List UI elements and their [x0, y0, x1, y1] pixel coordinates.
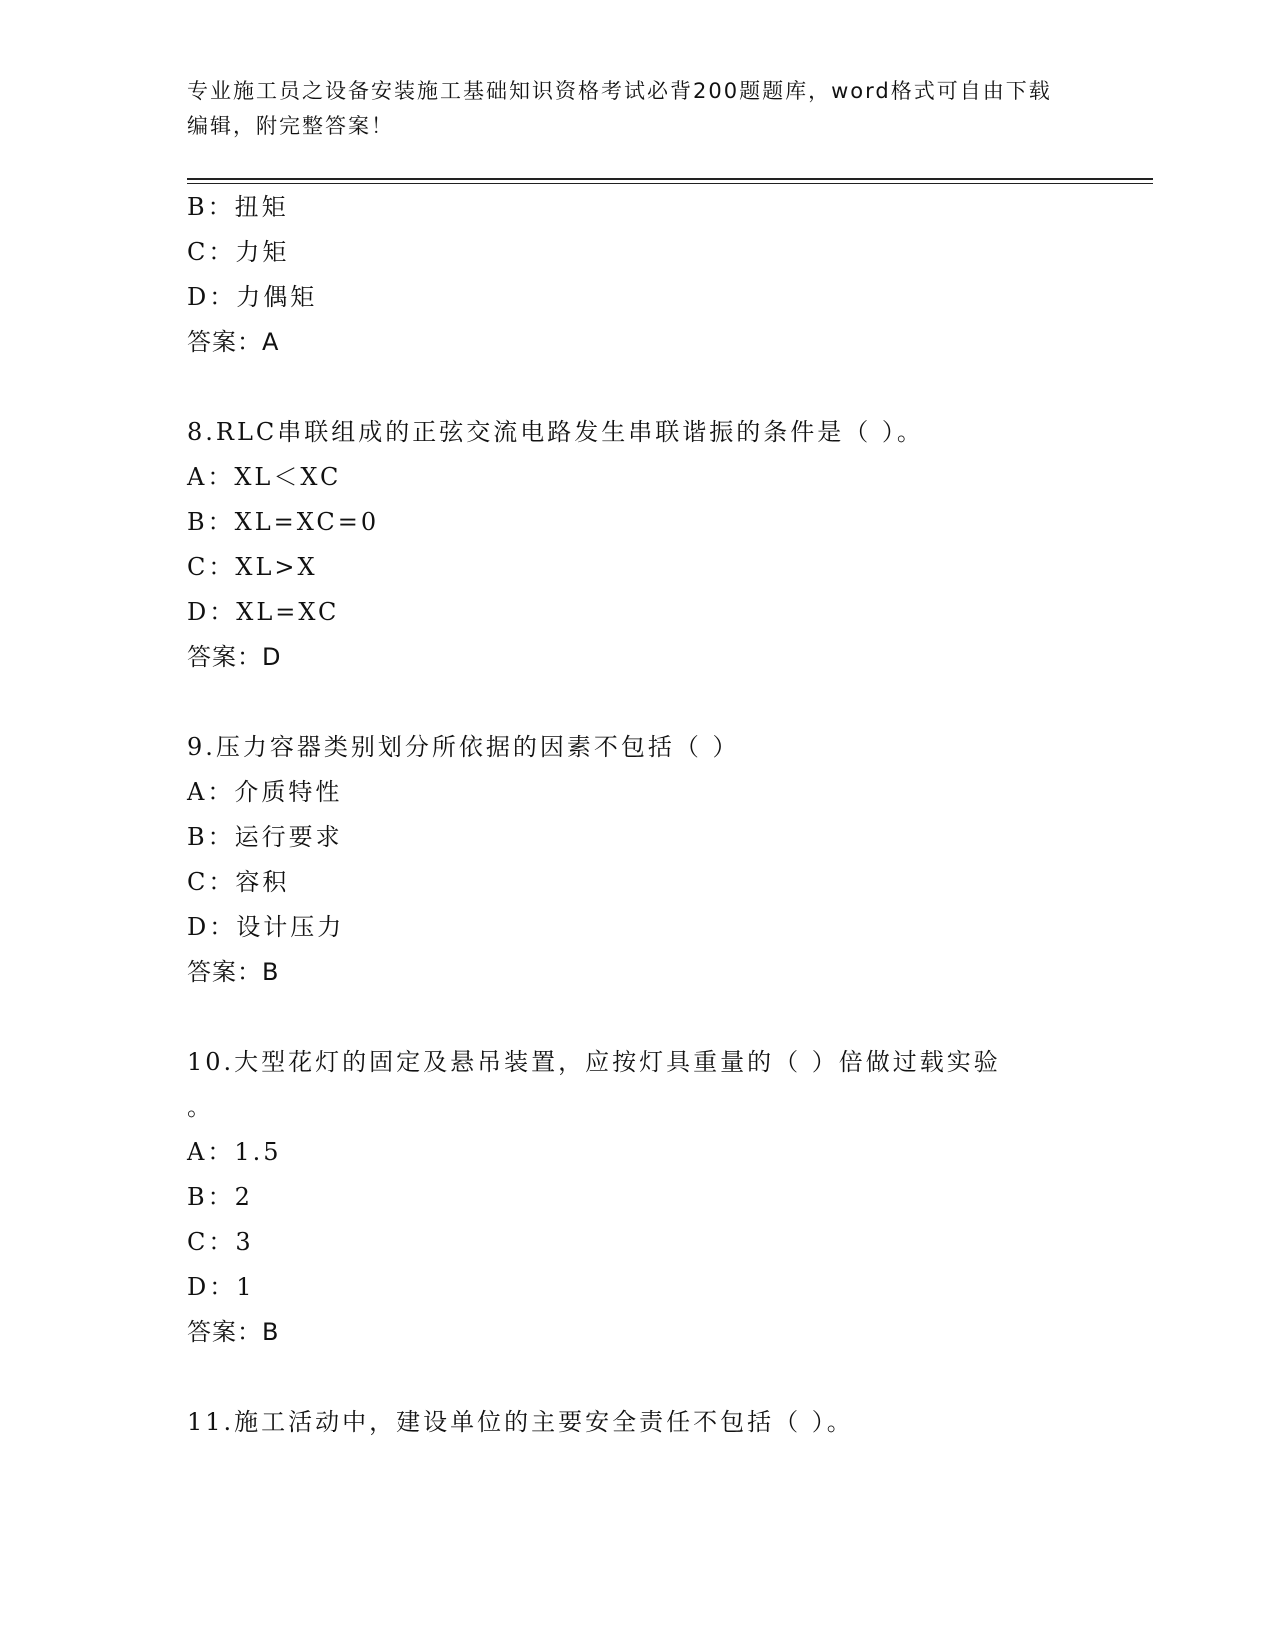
- q9-option-b: B：运行要求: [187, 823, 343, 851]
- q8-answer: 答案：D: [187, 643, 282, 671]
- q8-option-a: A：XL＜XC: [187, 463, 342, 491]
- q9-option-d: D：设计压力: [187, 913, 345, 941]
- q9-option-c: C：容积: [187, 868, 290, 896]
- q8-option-c: C：XL>X: [187, 553, 318, 581]
- q10-option-d: D：1: [187, 1273, 255, 1301]
- q9-stem: 9.压力容器类别划分所依据的因素不包括（ ）: [187, 733, 740, 761]
- q7-option-c: C：力矩: [187, 238, 290, 266]
- q10-option-b: B：2: [187, 1183, 253, 1211]
- document-header-title: 专业施工员之设备安装施工基础知识资格考试必背200题题库，word格式可自由下载编辑，附完整答案！: [187, 79, 1052, 138]
- q8-option-b: B：XL=XC=0: [187, 508, 380, 536]
- q11-stem: 11.施工活动中，建设单位的主要安全责任不包括（ ）。: [187, 1408, 854, 1436]
- q8-stem: 8.RLC串联组成的正弦交流电路发生串联谐振的条件是（ ）。: [187, 418, 924, 446]
- q10-option-a: A：1.5: [187, 1138, 282, 1166]
- q9-answer: 答案：B: [187, 958, 280, 986]
- q9-option-a: A：介质特性: [187, 778, 343, 806]
- q10-stem: 10.大型花灯的固定及悬吊装置，应按灯具重量的（ ）倍做过载实验: [187, 1048, 1001, 1076]
- q10-stem-continuation: 。: [187, 1093, 214, 1121]
- q10-answer: 答案：B: [187, 1318, 280, 1346]
- q10-option-c: C：3: [187, 1228, 254, 1256]
- q7-option-d: D：力偶矩: [187, 283, 318, 311]
- header-divider-thin: [187, 183, 1153, 184]
- q7-answer: 答案：A: [187, 328, 280, 356]
- q7-option-b: B：扭矩: [187, 193, 289, 221]
- q8-option-d: D：XL=XC: [187, 598, 340, 626]
- header-divider-thick: [187, 178, 1153, 180]
